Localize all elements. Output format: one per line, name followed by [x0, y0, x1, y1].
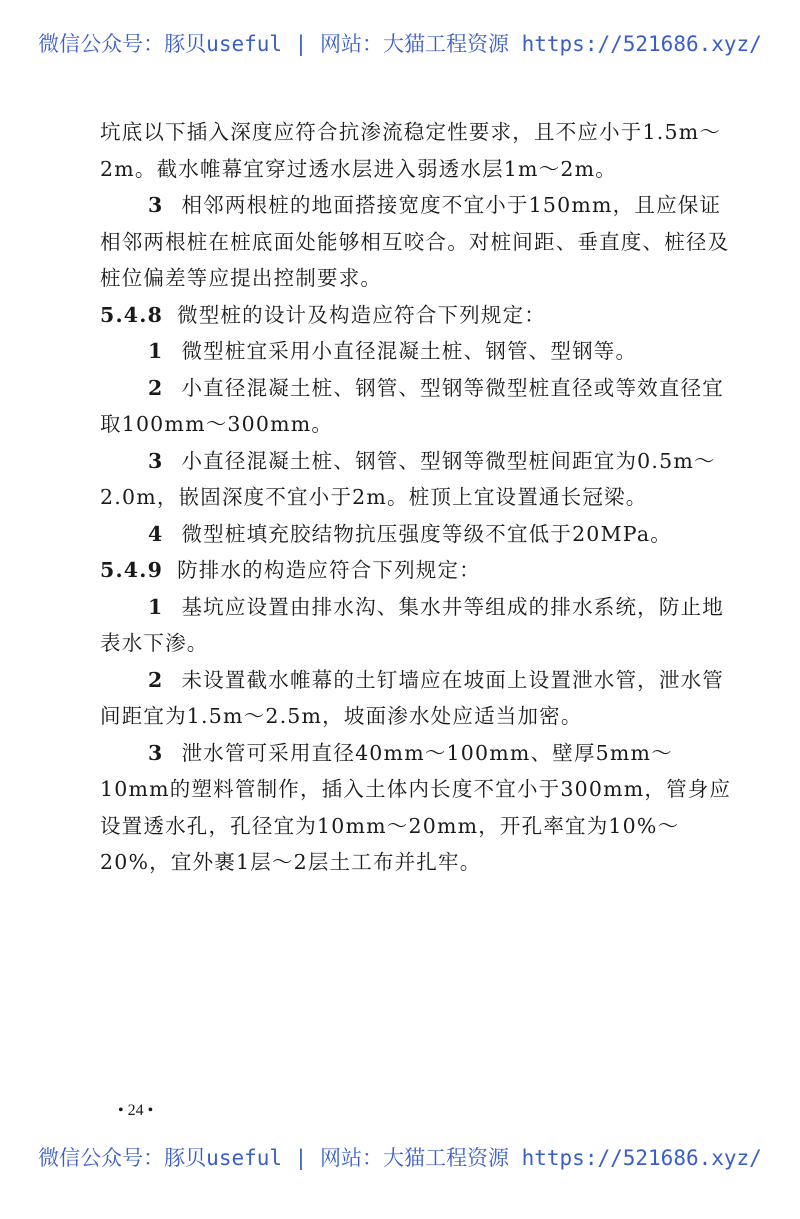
item-paragraph [100, 589, 740, 662]
item-number: 4 [148, 521, 164, 546]
clause-heading [100, 552, 740, 589]
paragraph-text: 未设置截水帷幕的土钉墙应在坡面上设置泄水管，泄水管间距宜为1.5m～2.5m，坡面渗水处应适当加密。 [100, 667, 724, 728]
item-number: 2 [148, 375, 164, 400]
item-paragraph [100, 516, 740, 553]
clause-heading [100, 297, 740, 334]
page-number: • 24 • [118, 1102, 154, 1119]
item-number: 2 [148, 667, 164, 692]
clause-number: 5.4.9 [100, 558, 164, 582]
paragraph-text: 小直径混凝土桩、钢管、型钢等微型桩间距宜为0.5m～2.0m，嵌固深度不宜小于2m。桩顶上宜设置通长冠梁。 [100, 448, 716, 509]
item-paragraph [100, 370, 740, 443]
paragraph-text: 基坑应设置由排水沟、集水井等组成的排水系统，防止地表水下渗。 [100, 594, 724, 655]
watermark-footer: 微信公众号：豚贝useful | 网站：大猫工程资源 https://521686.xyz/ [38, 1146, 762, 1170]
item-paragraph [100, 187, 740, 297]
paragraph-text: 坑底以下插入深度应符合抗渗流稳定性要求，且不应小于1.5m～2m。截水帷幕宜穿过透水层进入弱透水层1m～2m。 [100, 120, 722, 181]
item-number: 3 [148, 448, 164, 473]
item-number: 1 [148, 594, 164, 619]
watermark-header: 微信公众号：豚贝useful | 网站：大猫工程资源 https://521686.xyz/ [38, 32, 762, 56]
paragraph-text: 小直径混凝土桩、钢管、型钢等微型桩直径或等效直径宜取100mm～300mm。 [100, 375, 724, 436]
clause-number: 5.4.8 [100, 302, 164, 327]
item-paragraph [100, 333, 740, 370]
paragraph-text: 相邻两根桩的地面搭接宽度不宜小于150mm，且应保证相邻两根桩在桩底面处能够相互咬合。对桩间距、垂直度、桩径及桩位偏差等应提出控制要求。 [100, 193, 730, 290]
item-paragraph [100, 662, 740, 735]
paragraph-text: 微型桩填充胶结物抗压强度等级不宜低于20MPa。 [181, 521, 672, 546]
paragraph-text: 防排水的构造应符合下列规定： [177, 558, 481, 582]
item-number: 3 [148, 740, 164, 765]
paragraph-text: 微型桩的设计及构造应符合下列规定： [177, 302, 546, 327]
paragraph-continuation [100, 114, 740, 187]
item-number: 1 [148, 339, 164, 363]
paragraph-text: 微型桩宜采用小直径混凝土桩、钢管、型钢等。 [181, 339, 638, 363]
document-body [100, 114, 740, 881]
item-paragraph [100, 735, 740, 881]
item-paragraph [100, 443, 740, 516]
paragraph-text: 泄水管可采用直径40mm～100mm、壁厚5mm～10mm的塑料管制作，插入土体内长度不宜小于300mm，管身应设置透水孔，孔径宜为10mm～20mm，开孔率宜为10%～20%，宜外裹1层～2层土工布并扎牢。 [100, 740, 732, 874]
item-number: 3 [148, 193, 164, 217]
